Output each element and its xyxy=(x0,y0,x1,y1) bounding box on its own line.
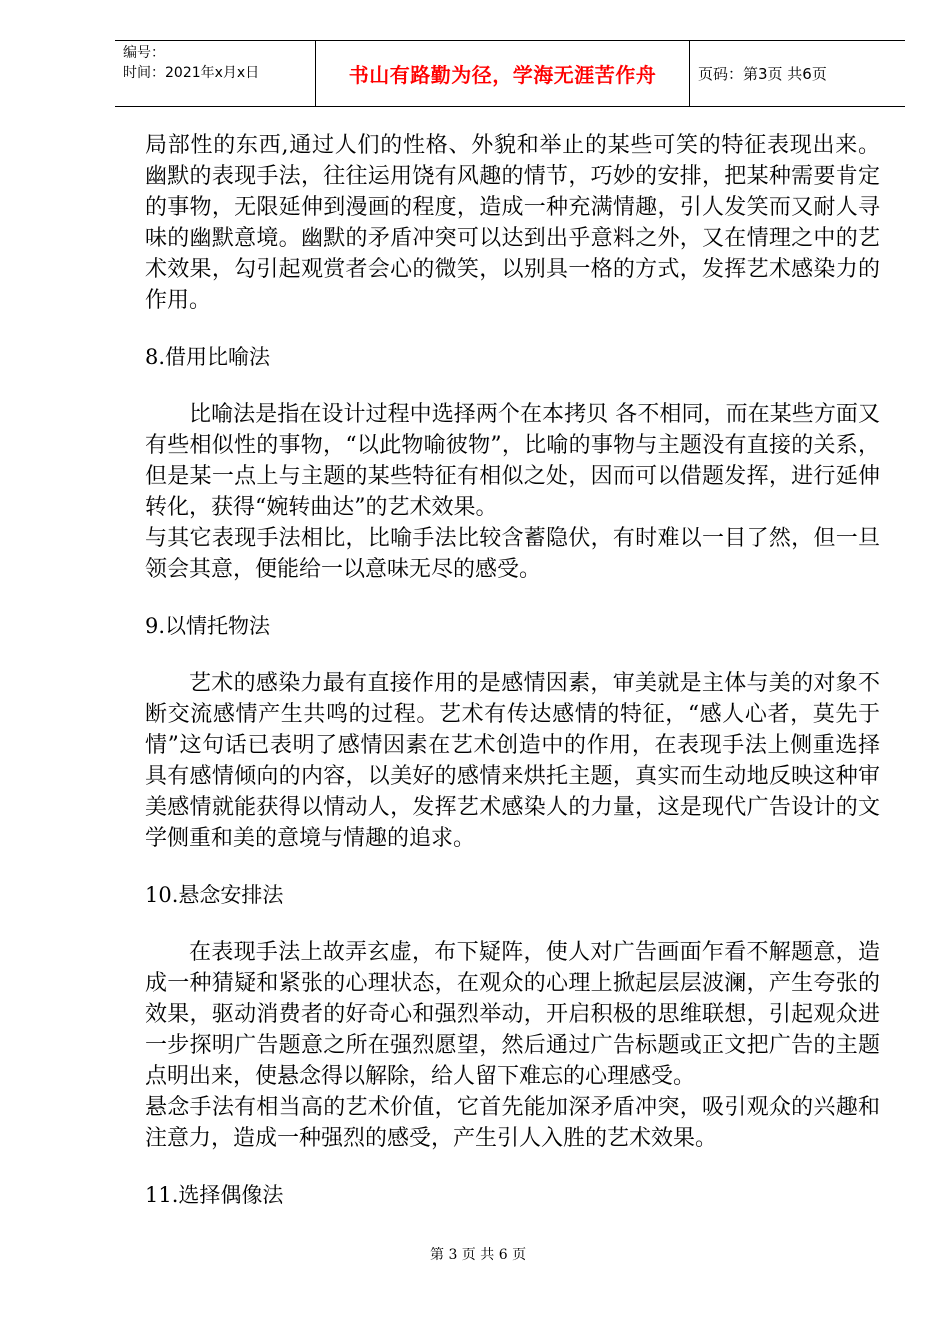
document-number-label: 编号： xyxy=(123,45,165,61)
document-body xyxy=(145,130,880,1211)
page-footer xyxy=(0,1244,950,1264)
paragraph-humor: 局部性的东西,通过人们的性格、外貌和举止的某些可笑的特征表现出来。 幽默的表现手法，往往运用饶有风趣的情节，巧妙的安排，把某种需要肯定的事物，无限延伸到漫画的程度，造成一种充满情趣，引人发笑而又耐人寻味的幽默意境。幽默的矛盾冲突可以达到出乎意料之外，又在情理之中的艺术效果，勾引起观赏者会心的微笑，以别具一格的方式，发挥艺术感染力的作用。 xyxy=(145,133,880,313)
footer-page-number: 第 3 页 共 6 页 xyxy=(430,1247,527,1263)
paragraph-suspense: 在表现手法上故弄玄虚，布下疑阵，使人对广告画面乍看不解题意，造成一种猜疑和紧张的心理状态，在观众的心理上掀起层层波澜，产生夸张的效果，驱动消费者的好奇心和强烈举动，开启积极的思维联想，引起观众进一步探明广告题意之所在强烈愿望，然后通过广告标题或正文把广告的主题点明出来，使悬念得以解除，给人留下难忘的心理感受。 xyxy=(145,940,880,1089)
document-time-label: 时间：2021年x月x日 xyxy=(123,65,260,81)
section-heading-11: 11.选择偶像法 xyxy=(145,1183,284,1207)
section-heading-10: 10.悬念安排法 xyxy=(145,883,284,907)
section-heading-9: 9.以情托物法 xyxy=(145,614,271,638)
header-page-number: 页码：第3页 共6页 xyxy=(698,65,827,83)
section-heading-8: 8.借用比喻法 xyxy=(145,345,271,369)
header-page-info xyxy=(690,41,905,106)
header-meta xyxy=(115,41,315,106)
paragraph-metaphor: 比喻法是指在设计过程中选择两个在本拷贝 各不相同，而在某些方面又有些相似性的事物，“以此物喻彼物”，比喻的事物与主题没有直接的关系，但是某一点上与主题的某些特征有相似之处，因而可以借题发挥，进行延伸转化，获得“婉转曲达”的艺术效果。 xyxy=(145,402,880,520)
paragraph-metaphor-compare: 与其它表现手法相比，比喻手法比较含蓄隐伏，有时难以一目了然，但一旦领会其意，便能给一以意味无尽的感受。 xyxy=(145,526,880,582)
paragraph-suspense-value: 悬念手法有相当高的艺术价值，它首先能加深矛盾冲突，吸引观众的兴趣和注意力，造成一种强烈的感受，产生引人入胜的艺术效果。 xyxy=(145,1095,880,1151)
header-motto: 书山有路勤为径，学海无涯苦作舟 xyxy=(348,63,657,87)
paragraph-emotion: 艺术的感染力最有直接作用的是感情因素，审美就是主体与美的对象不断交流感情产生共鸣的过程。艺术有传达感情的特征，“感人心者，莫先于情”这句话已表明了感情因素在艺术创造中的作用，在表现手法上侧重选择具有感情倾向的内容，以美好的感情来烘托主题，真实而生动地反映这种审美感情就能获得以情动人，发挥艺术感染人的力量，这是现代广告设计的文学侧重和美的意境与情趣的追求。 xyxy=(145,671,880,851)
header-motto-cell xyxy=(315,41,690,106)
page-header xyxy=(115,40,905,107)
